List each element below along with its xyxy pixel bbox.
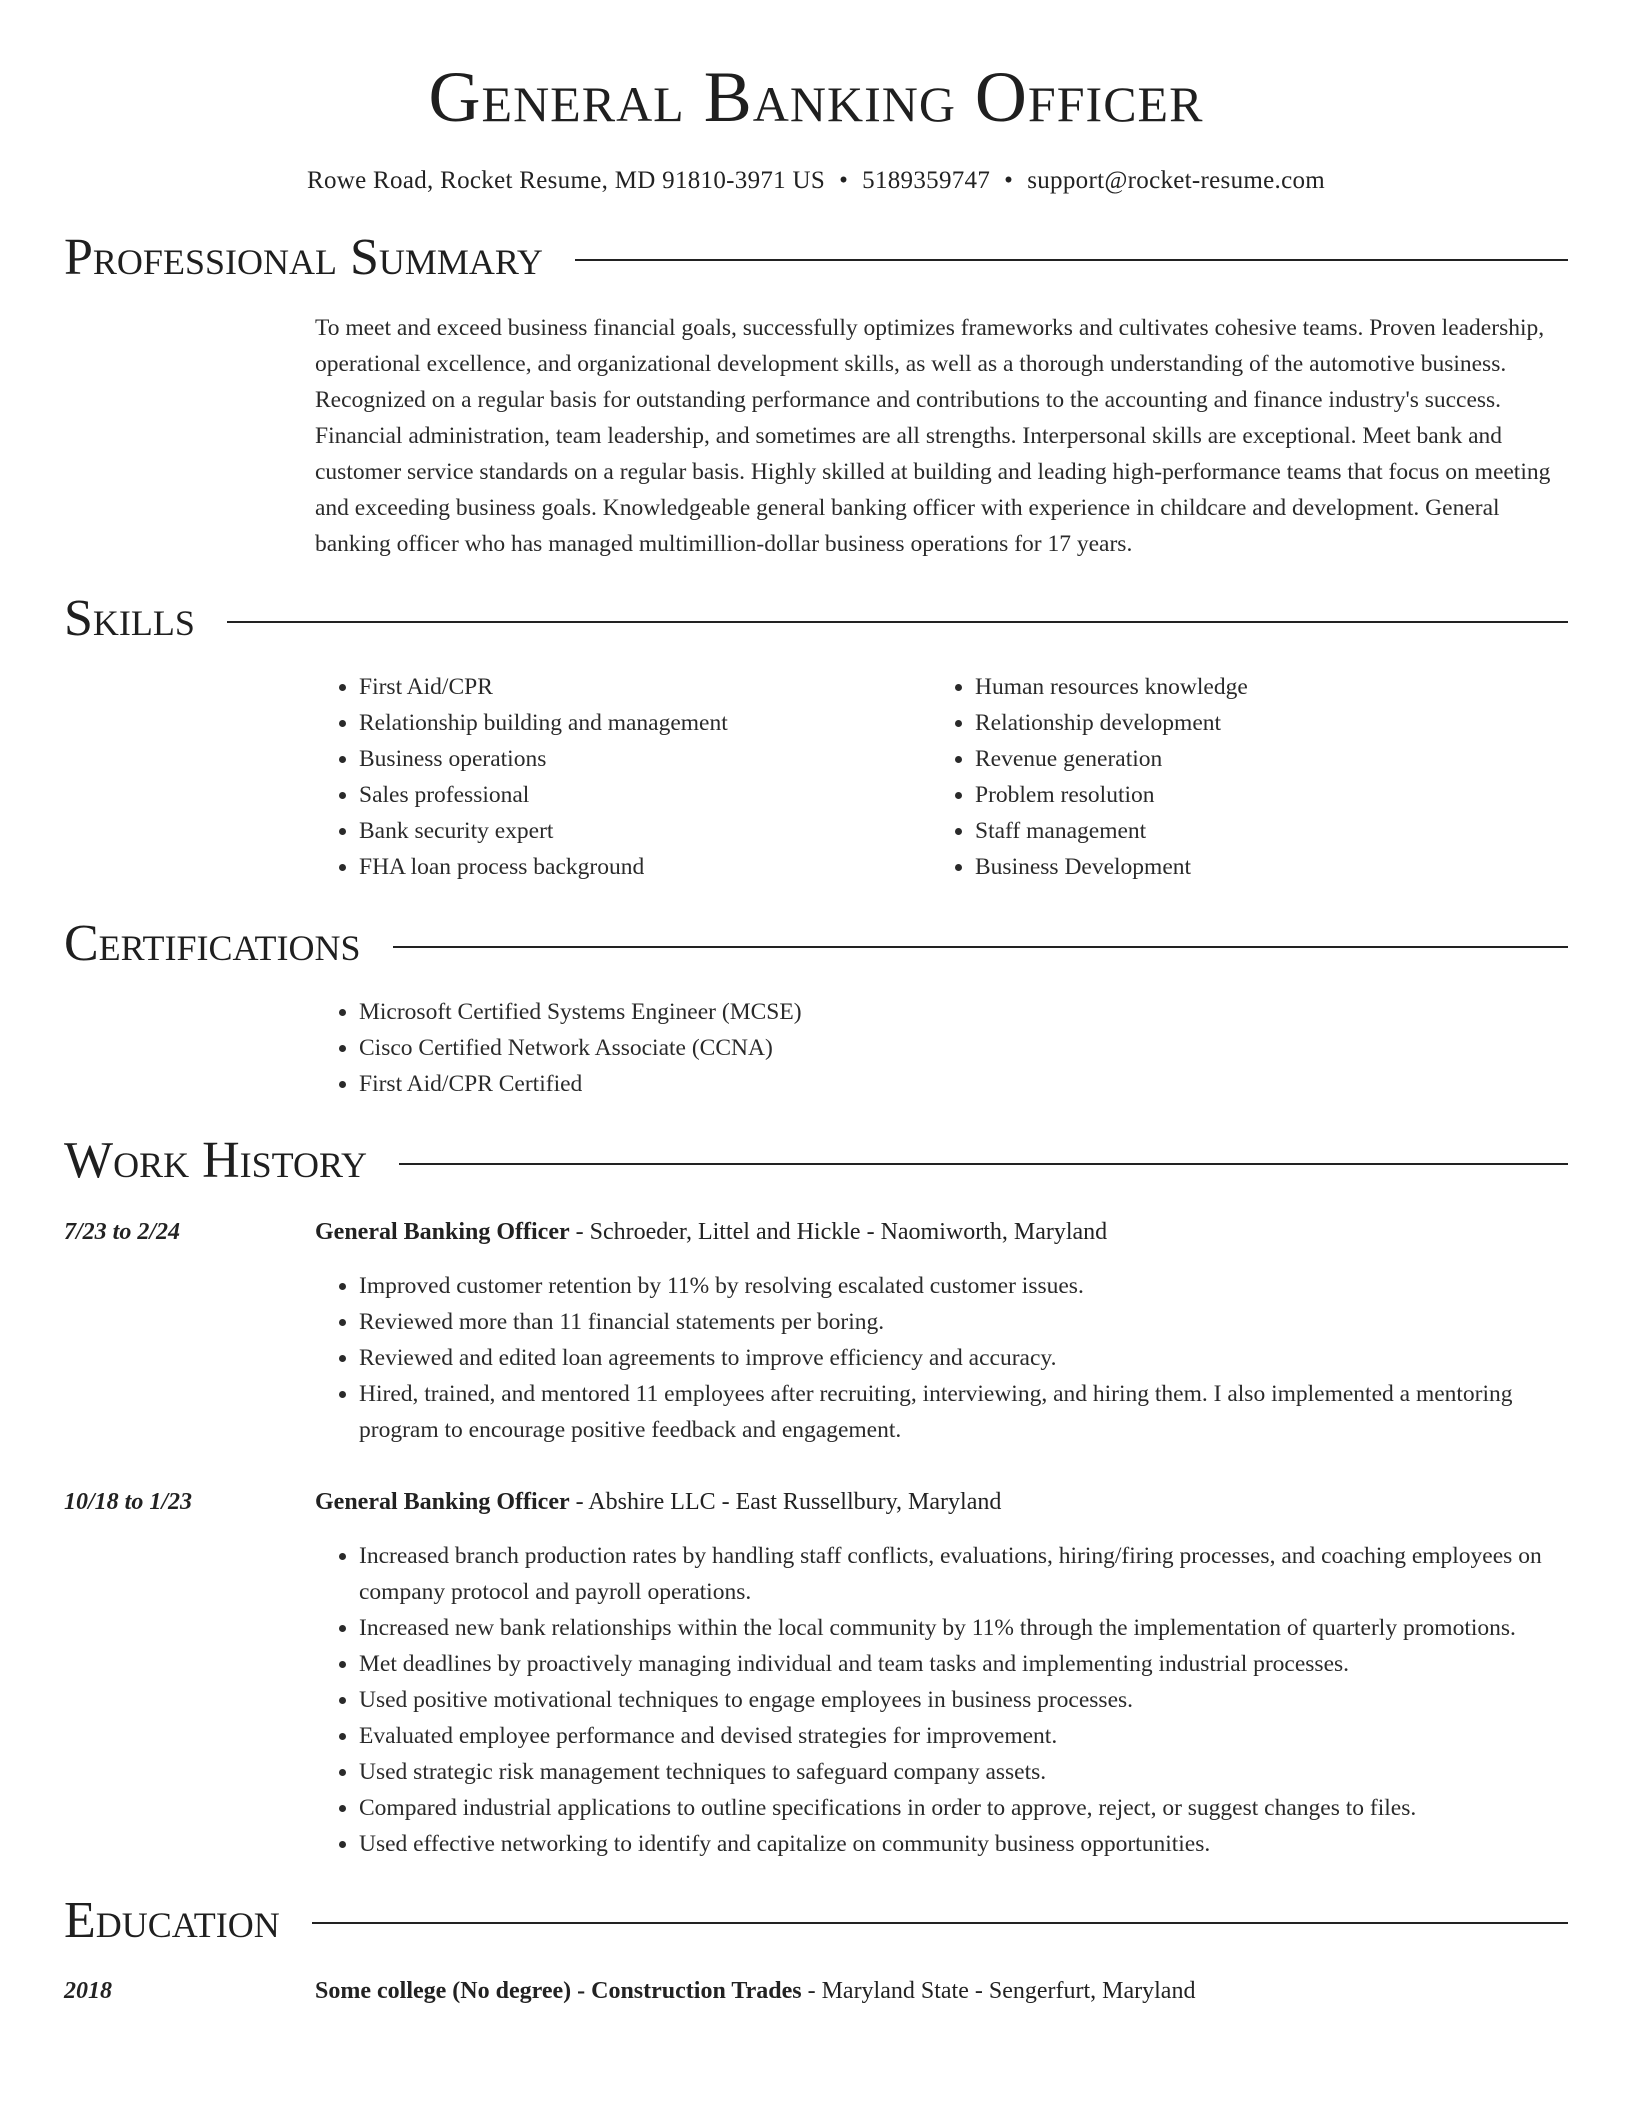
job-bullet: • Increased branch production rates by handling staff conflicts, evaluations, hiring/firing processes, and coaching employees on company protocol and payroll operations.	[359, 1538, 1568, 1610]
candidate-name: General Banking Officer	[428, 57, 1204, 137]
section-divider	[393, 946, 1568, 948]
section-header	[64, 1132, 1568, 1189]
education-dates: 2018	[64, 1977, 112, 2004]
contact-email: support@rocket-resume.com	[1027, 166, 1326, 194]
job-title-line	[315, 1214, 1568, 1250]
work-history-section	[64, 1132, 1568, 1861]
job-bullet: • Reviewed more than 11 financial statements per boring.	[359, 1304, 1568, 1340]
job-title-line	[315, 1484, 1568, 1520]
skill-item: • Problem resolution	[975, 777, 1547, 813]
job-bullet: • Evaluated employee performance and devised strategies for improvement.	[359, 1718, 1568, 1754]
skills-column-right	[931, 669, 1547, 885]
job-bullet: • Reviewed and edited loan agreements to improve efficiency and accuracy.	[359, 1340, 1568, 1376]
resume-header	[64, 56, 1568, 195]
skill-item: • Relationship development	[975, 705, 1547, 741]
section-divider	[227, 621, 1568, 623]
job-bullet: • Hired, trained, and mentored 11 employees after recruiting, interviewing, and hiring them. I also implemented a mentoring program to encourage positive feedback and engagement.	[359, 1376, 1568, 1448]
summary-text: To meet and exceed business financial goals, successfully optimizes frameworks and cultivates cohesive teams. Proven leadership, operational excellence, and organizational development skills, as well as a thorough understanding of the automotive business. Recognized on a regular basis for outstanding performance and contributions to the accounting and finance industry's success. Financial administration, team leadership, and sometimes are all strengths. Interpersonal skills are exceptional. Meet bank and customer service standards on a regular basis. Highly skilled at building and leading high-performance teams that focus on meeting and exceeding business goals. Knowledgeable general banking officer with experience in childcare and development. General banking officer who has managed multimillion-dollar business operations for 17 years.	[315, 314, 1551, 557]
job-bullets	[315, 1538, 1568, 1862]
skill-item: • Business Development	[975, 849, 1547, 885]
job-employer-location: - Abshire LLC - East Russellbury, Maryland	[569, 1488, 1002, 1515]
job-role: General Banking Officer	[315, 1488, 570, 1515]
section-header	[64, 915, 1568, 972]
contact-separator: •	[839, 166, 849, 194]
section-title-education: Education	[64, 1891, 280, 1949]
job-entry	[64, 1484, 1568, 1862]
section-title-skills: Skills	[64, 589, 195, 647]
skills-section	[64, 590, 1568, 885]
contact-phone: 5189359747	[862, 166, 991, 194]
education-section	[64, 1892, 1568, 2009]
job-dates: 10/18 to 1/23	[64, 1488, 193, 1515]
skills-list-left	[315, 669, 931, 885]
job-bullets	[315, 1268, 1568, 1448]
section-divider	[575, 259, 1568, 261]
certification-item: • First Aid/CPR Certified	[359, 1066, 1568, 1102]
summary-section	[64, 229, 1568, 562]
skill-item: • Staff management	[975, 813, 1547, 849]
education-degree: Some college (No degree) - Construction Trades	[315, 1977, 802, 2004]
skill-item: • FHA loan process background	[359, 849, 931, 885]
contact-address: Rowe Road, Rocket Resume, MD 91810-3971 US	[306, 166, 826, 194]
section-divider	[312, 1922, 1568, 1924]
section-divider	[399, 1163, 1568, 1165]
section-header	[64, 1892, 1568, 1949]
job-role: General Banking Officer	[315, 1218, 570, 1245]
contact-separator: •	[1004, 166, 1014, 194]
job-bullet: • Compared industrial applications to outline specifications in order to approve, reject, or suggest changes to files.	[359, 1790, 1568, 1826]
skill-item: • Bank security expert	[359, 813, 931, 849]
contact-line	[64, 167, 1568, 195]
education-line	[315, 1973, 1568, 2009]
section-title-summary: Professional Summary	[64, 228, 543, 286]
skills-list-right	[931, 669, 1547, 885]
job-bullet: • Improved customer retention by 11% by resolving escalated customer issues.	[359, 1268, 1568, 1304]
skill-item: • Relationship building and management	[359, 705, 931, 741]
job-dates: 7/23 to 2/24	[64, 1218, 181, 1245]
skill-item: • Business operations	[359, 741, 931, 777]
job-bullet: • Used strategic risk management techniques to safeguard company assets.	[359, 1754, 1568, 1790]
skill-item: • Sales professional	[359, 777, 931, 813]
section-header	[64, 590, 1568, 647]
skills-column-left	[315, 669, 931, 885]
section-title-work-history: Work History	[64, 1132, 368, 1190]
certification-item: • Cisco Certified Network Associate (CCNA)	[359, 1030, 1568, 1066]
section-header	[64, 229, 1568, 286]
job-employer-location: - Schroeder, Littel and Hickle - Naomiworth, Maryland	[569, 1218, 1108, 1245]
section-title-certifications: Certifications	[64, 915, 361, 973]
job-bullet: • Increased new bank relationships within the local community by 11% through the implementation of quarterly promotions.	[359, 1610, 1568, 1646]
education-school-location: - Maryland State - Sengerfurt, Maryland	[801, 1977, 1196, 2004]
skills-grid	[315, 669, 1568, 885]
job-body	[315, 1214, 1568, 1448]
education-entry	[64, 1973, 1568, 2009]
job-bullet: • Met deadlines by proactively managing individual and team tasks and implementing industrial processes.	[359, 1646, 1568, 1682]
certifications-list	[315, 994, 1568, 1102]
job-body	[315, 1484, 1568, 1862]
job-entry	[64, 1214, 1568, 1448]
certifications-section	[64, 915, 1568, 1102]
job-bullet: • Used positive motivational techniques to engage employees in business processes.	[359, 1682, 1568, 1718]
job-bullet: • Used effective networking to identify and capitalize on community business opportunities.	[359, 1826, 1568, 1862]
skill-item: • First Aid/CPR	[359, 669, 931, 705]
certifications-list-wrap	[315, 994, 1568, 1102]
skill-item: • Revenue generation	[975, 741, 1547, 777]
certification-item: • Microsoft Certified Systems Engineer (MCSE)	[359, 994, 1568, 1030]
skill-item: • Human resources knowledge	[975, 669, 1547, 705]
education-body	[315, 1973, 1568, 2009]
